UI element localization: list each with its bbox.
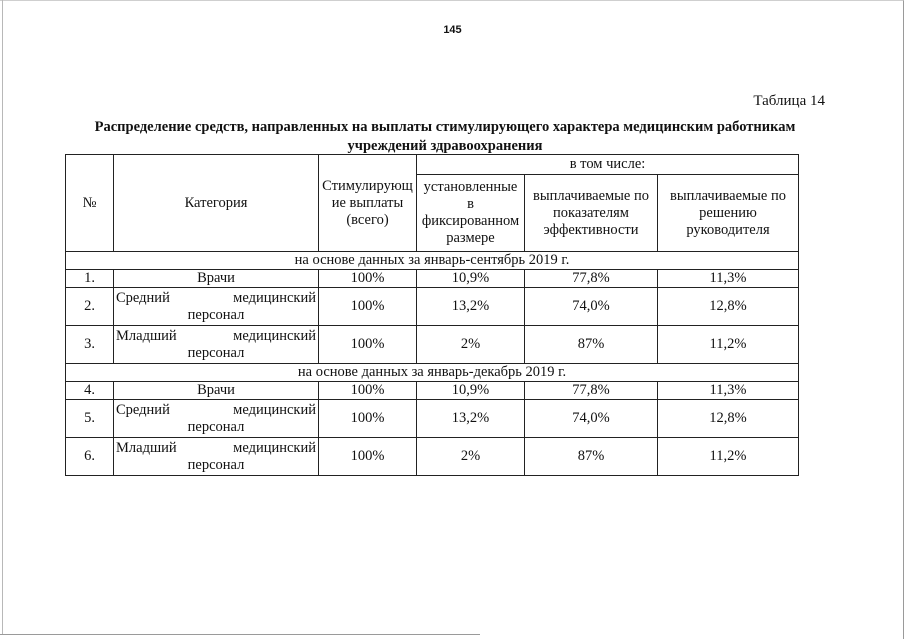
category-word-2: медицинский (233, 439, 316, 456)
category-word-3: персонал (187, 344, 245, 361)
header-decision: выплачиваемые по решению руководителя (658, 175, 799, 252)
row-decision: 11,3% (658, 382, 799, 400)
row-fixed: 10,9% (417, 270, 525, 288)
table-row (66, 400, 799, 438)
row-efficiency: 77,8% (525, 382, 658, 400)
section-row (66, 364, 799, 382)
row-number: 5. (66, 400, 114, 438)
row-total: 100% (319, 326, 417, 364)
row-fixed: 13,2% (417, 400, 525, 438)
row-category: Врачи (114, 270, 319, 288)
table-row (66, 382, 799, 400)
row-total: 100% (319, 438, 417, 476)
row-fixed: 2% (417, 326, 525, 364)
row-decision: 11,2% (658, 438, 799, 476)
row-decision: 11,3% (658, 270, 799, 288)
table-row (66, 288, 799, 326)
category-word-1: Младший (116, 327, 177, 344)
row-efficiency: 87% (525, 438, 658, 476)
category-word-3: персонал (187, 418, 245, 435)
row-fixed: 2% (417, 438, 525, 476)
row-number: 4. (66, 382, 114, 400)
row-efficiency: 74,0% (525, 400, 658, 438)
row-category (114, 326, 319, 364)
category-word-2: медицинский (233, 327, 316, 344)
row-fixed: 10,9% (417, 382, 525, 400)
header-num: № (66, 155, 114, 252)
row-number: 6. (66, 438, 114, 476)
category-word-1: Средний (116, 401, 170, 418)
header-stimulating: Стимулирующ ие выплаты (всего) (319, 155, 417, 252)
header-row-1 (66, 155, 799, 175)
title-line-1: Распределение средств, направленных на выплаты стимулирующего характера медицинским работникам (94, 119, 796, 135)
row-number: 1. (66, 270, 114, 288)
section-label: на основе данных за январь-декабрь 2019 г. (66, 364, 799, 382)
row-number: 2. (66, 288, 114, 326)
row-total: 100% (319, 400, 417, 438)
row-efficiency: 74,0% (525, 288, 658, 326)
distribution-table (65, 154, 799, 476)
header-efficiency: выплачиваемые по показателям эффективности (525, 175, 658, 252)
header-fixed: установленные в фиксированном размере (417, 175, 525, 252)
header-category: Категория (114, 155, 319, 252)
category-word-2: медицинский (233, 289, 316, 306)
row-fixed: 13,2% (417, 288, 525, 326)
row-efficiency: 77,8% (525, 270, 658, 288)
category-word-2: медицинский (233, 401, 316, 418)
row-efficiency: 87% (525, 326, 658, 364)
row-category (114, 288, 319, 326)
page-left-edge (2, 0, 3, 635)
row-decision: 12,8% (658, 288, 799, 326)
row-decision: 11,2% (658, 326, 799, 364)
header-including: в том числе: (417, 155, 799, 175)
row-decision: 12,8% (658, 400, 799, 438)
row-category (114, 400, 319, 438)
category-word-1: Средний (116, 289, 170, 306)
category-word-3: персонал (187, 306, 245, 323)
row-total: 100% (319, 288, 417, 326)
category-word-1: Младший (116, 439, 177, 456)
section-row (66, 252, 799, 270)
page-bottom-edge (0, 634, 480, 635)
document-title (60, 118, 830, 156)
title-line-2: учреждений здравоохранения (347, 138, 543, 154)
row-category (114, 438, 319, 476)
table-row (66, 438, 799, 476)
row-total: 100% (319, 382, 417, 400)
table-label: Таблица 14 (753, 93, 825, 109)
row-category: Врачи (114, 382, 319, 400)
category-word-3: персонал (187, 456, 245, 473)
row-total: 100% (319, 270, 417, 288)
page-number: 145 (443, 24, 462, 36)
row-number: 3. (66, 326, 114, 364)
table-row (66, 326, 799, 364)
section-label: на основе данных за январь-сентябрь 2019 г. (66, 252, 799, 270)
table-row (66, 270, 799, 288)
